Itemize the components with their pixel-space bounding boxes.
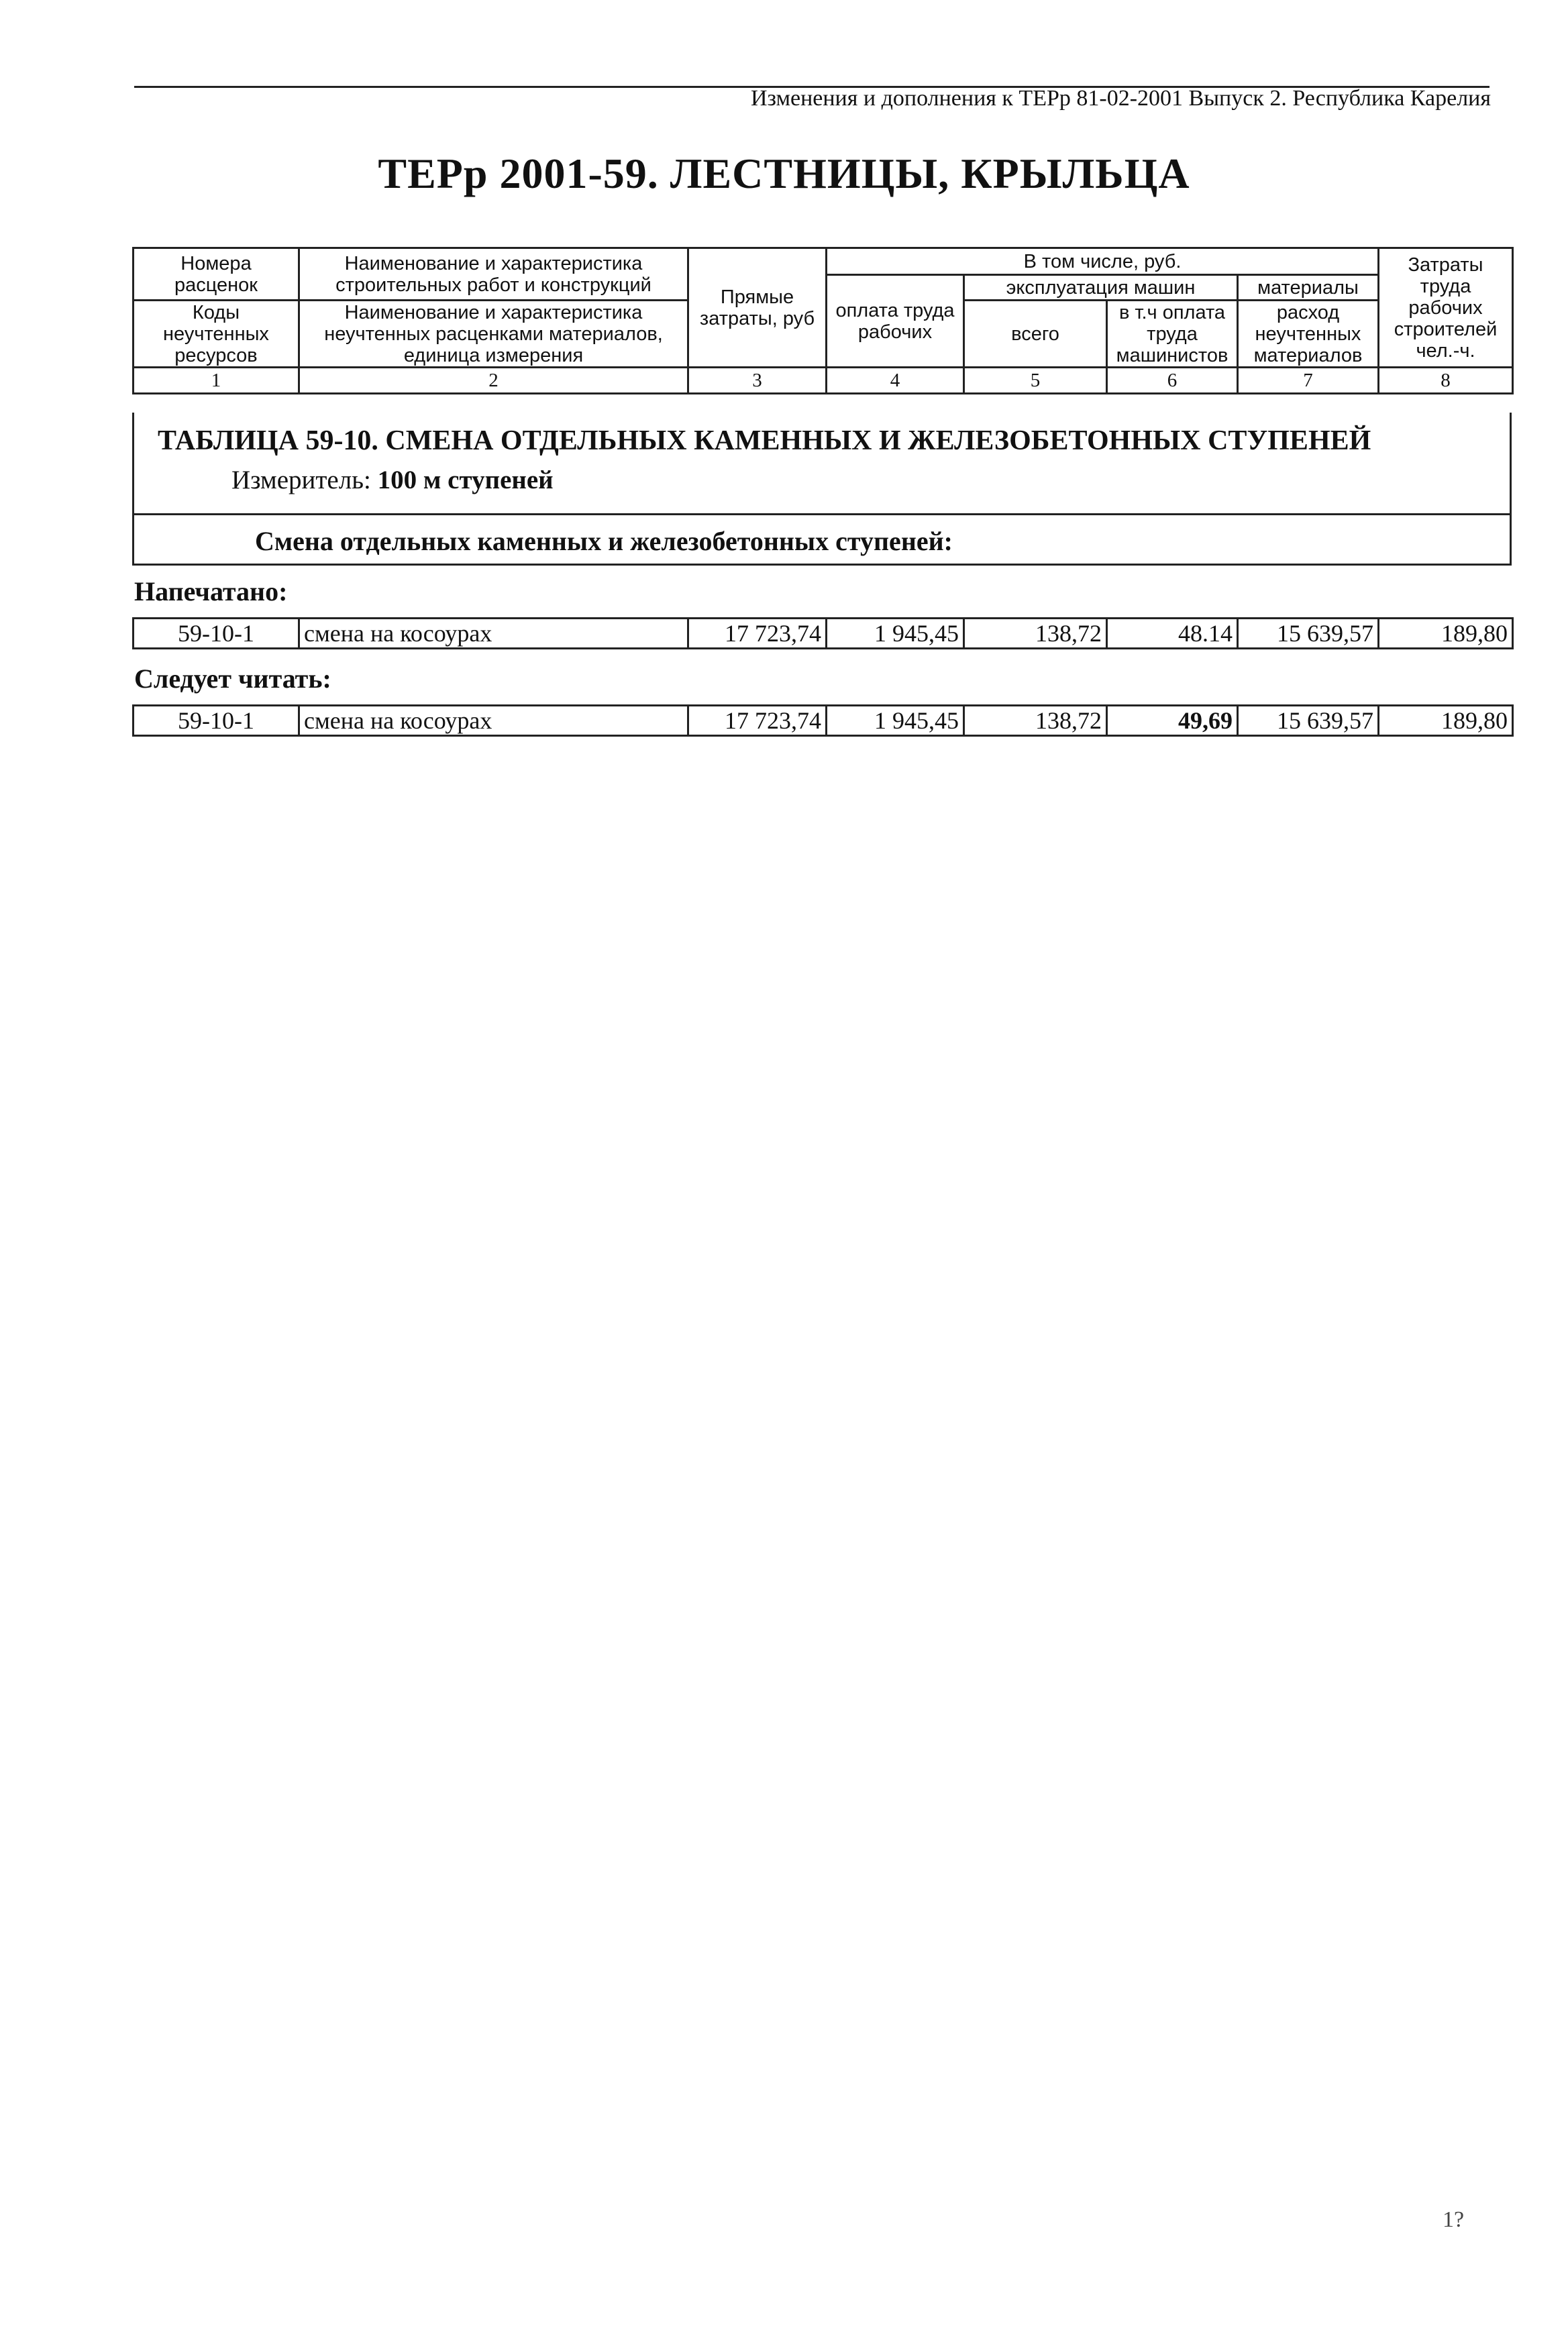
- cell-labor-pay: 1 945,45: [827, 706, 964, 736]
- col8-header: Затраты труда рабочих строителей чел.-ч.: [1379, 248, 1513, 368]
- header-rule: [134, 86, 1489, 88]
- section-divider: [134, 513, 1510, 515]
- cell-name: смена на косоурах: [299, 706, 688, 736]
- col-number: 6: [1107, 368, 1238, 394]
- col-number: 5: [964, 368, 1107, 394]
- corrected-label: Следует читать:: [134, 664, 331, 694]
- cell-labor-pay: 1 945,45: [827, 619, 964, 649]
- cell-machines-total: 138,72: [964, 706, 1107, 736]
- col-number: 3: [688, 368, 827, 394]
- meter-value: 100 м ступеней: [377, 466, 554, 494]
- col5-header: всего: [964, 301, 1107, 368]
- col2-bottom-header: Наименование и характеристика неучтенных расценками материалов, единица измерения: [299, 301, 688, 368]
- printed-label: Напечатано:: [134, 576, 288, 606]
- meter-label: Измеритель:: [231, 466, 371, 494]
- document-title: ТЕРр 2001-59. ЛЕСТНИЦЫ, КРЫЛЬЦА: [378, 150, 1190, 197]
- col6-header: в т.ч оплата труда машинистов: [1107, 301, 1238, 368]
- header-table: [132, 247, 1514, 394]
- col3-header: Прямые затраты, руб: [688, 248, 827, 368]
- col4-header: оплата труда рабочих: [827, 275, 964, 368]
- section-title: ТАБЛИЦА 59-10. СМЕНА ОТДЕЛЬНЫХ КАМЕННЫХ И ЖЕЛЕЗОБЕТОННЫХ СТУПЕНЕЙ: [158, 425, 1371, 456]
- running-header: Изменения и дополнения к ТЕРр 81-02-2001 Выпуск 2. Республика Карелия: [750, 86, 1491, 111]
- col-number: 2: [299, 368, 688, 394]
- group-materials-header: материалы: [1238, 275, 1379, 301]
- cell-direct-cost: 17 723,74: [688, 619, 827, 649]
- col2-top-header: Наименование и характеристика строительных работ и конструкций: [299, 248, 688, 301]
- cell-labor-hours: 189,80: [1379, 619, 1513, 649]
- col1-top-header: Номера расценок: [134, 248, 299, 301]
- corrected-row: [132, 704, 1514, 737]
- col-number: 1: [134, 368, 299, 394]
- cell-labor-hours: 189,80: [1379, 706, 1513, 736]
- cell-name: смена на косоурах: [299, 619, 688, 649]
- cell-machinists-pay: 49,69: [1107, 706, 1238, 736]
- cell-direct-cost: 17 723,74: [688, 706, 827, 736]
- cell-materials: 15 639,57: [1238, 706, 1379, 736]
- group-machines-header: эксплуатация машин: [964, 275, 1238, 301]
- col1-bottom-header: Коды неучтенных ресурсов: [134, 301, 299, 368]
- group-including-header: В том числе, руб.: [827, 248, 1379, 275]
- printed-row: [132, 617, 1514, 649]
- section-subtitle: Смена отдельных каменных и железобетонных ступеней:: [255, 526, 953, 556]
- col-number: 8: [1379, 368, 1513, 394]
- cell-code: 59-10-1: [134, 619, 299, 649]
- col7-header: расход неучтенных материалов: [1238, 301, 1379, 368]
- meter-line: [231, 465, 554, 495]
- page-number: 1?: [1443, 2207, 1465, 2232]
- cell-machines-total: 138,72: [964, 619, 1107, 649]
- col-number: 7: [1238, 368, 1379, 394]
- cell-machinists-pay: 48.14: [1107, 619, 1238, 649]
- section-box: [132, 413, 1512, 566]
- col-number: 4: [827, 368, 964, 394]
- cell-code: 59-10-1: [134, 706, 299, 736]
- cell-materials: 15 639,57: [1238, 619, 1379, 649]
